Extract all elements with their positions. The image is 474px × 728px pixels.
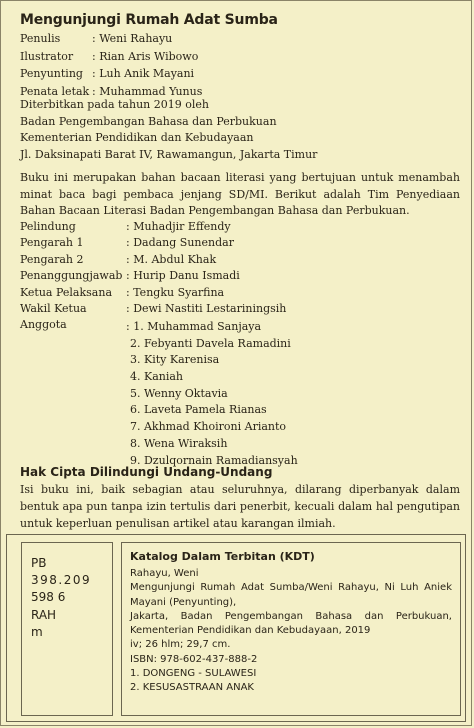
team-name: : Dewi Nastiti Lestariningsih bbox=[126, 301, 287, 315]
publisher-info bbox=[20, 97, 317, 164]
publisher-line: Badan Pengembangan Bahasa dan Perbukuan bbox=[20, 114, 277, 128]
team-role: Anggota bbox=[20, 318, 67, 332]
team-row bbox=[20, 268, 286, 284]
team-role: Wakil Ketua bbox=[20, 301, 87, 315]
credit-row bbox=[20, 48, 202, 66]
credit-name: : Rian Aris Wibowo bbox=[92, 49, 199, 63]
team-list bbox=[20, 219, 286, 334]
catalog-frame bbox=[6, 534, 466, 722]
catalog-line: ISBN: 978-602-437-888-2 bbox=[130, 653, 258, 665]
team-role: Ketua Pelaksana bbox=[20, 285, 112, 299]
team-name: : M. Abdul Khak bbox=[126, 252, 217, 266]
member-prefix: : bbox=[126, 320, 134, 333]
team-name: : Hurip Danu Ismadi bbox=[126, 269, 240, 283]
team-name: : Muhadjir Effendy bbox=[126, 220, 231, 233]
member-item: 2. Febyanti Davela Ramadini bbox=[130, 336, 291, 350]
credit-name: : Luh Anik Mayani bbox=[92, 67, 195, 81]
team-role: Pelindung bbox=[20, 220, 76, 233]
catalog-line: Rahayu, Weni bbox=[130, 568, 199, 579]
credit-role: Penulis bbox=[20, 32, 61, 46]
member-item: 5. Wenny Oktavia bbox=[130, 386, 228, 400]
book-title: Mengunjungi Rumah Adat Sumba bbox=[20, 12, 278, 28]
credit-role: Ilustrator bbox=[20, 49, 74, 63]
team-row bbox=[20, 301, 286, 317]
team-row bbox=[20, 285, 286, 301]
catalog-box bbox=[121, 542, 461, 716]
member-item bbox=[126, 319, 298, 336]
classification-line: RAH bbox=[31, 607, 57, 622]
credit-role: Penata letak bbox=[20, 84, 90, 98]
classification-box bbox=[21, 542, 113, 716]
copyright-heading: Hak Cipta Dilindungi Undang-Undang bbox=[20, 465, 273, 479]
credit-name: : Muhammad Yunus bbox=[92, 84, 203, 98]
member-name: 1. Muhammad Sanjaya bbox=[133, 320, 262, 333]
catalog-line: 1. DONGENG - SULAWESI bbox=[130, 668, 257, 680]
member-item: 6. Laveta Pamela Rianas bbox=[130, 403, 267, 417]
credit-name: : Weni Rahayu bbox=[92, 32, 173, 46]
classification-line: 598 6 bbox=[31, 590, 66, 605]
copyright-notice: Isi buku ini, baik sebagian atau seluruhnya, dilarang diperbanyak dalam bentuk apa pun tanpa izin tertulis dari penerbit, kecuali dalam hal pengutipan untuk keperluan penulisan artikel atau karangan ilmiah. bbox=[20, 483, 460, 530]
team-name: : Tengku Syarfina bbox=[126, 285, 225, 299]
catalog-line: 2. KESUSASTRAAN ANAK bbox=[130, 682, 254, 694]
member-list bbox=[126, 319, 298, 469]
classification-line: m bbox=[31, 624, 43, 639]
catalog-line: Jakarta, Badan Pengembangan Bahasa dan Perbukuan, Kementerian Pendidikan dan Kebudayaan, 2019 bbox=[130, 610, 452, 637]
team-role: Penanggungjawab bbox=[20, 269, 123, 283]
intro-paragraph: Buku ini merupakan bahan bacaan literasi yang bertujuan untuk menambah minat baca bagi pembaca jenjang SD/MI. Berikut adalah Tim Penyediaan Bahan Bacaan Literasi Badan Pengembangan Bahasa dan Perbukuan. bbox=[20, 171, 460, 218]
member-item: 8. Wena Wiraksih bbox=[130, 436, 228, 450]
catalog-title: Katalog Dalam Terbitan (KDT) bbox=[130, 550, 315, 563]
member-item: 3. Kity Karenisa bbox=[130, 353, 220, 367]
credit-role: Penyunting bbox=[20, 67, 83, 81]
team-name: : Dadang Sunendar bbox=[126, 236, 234, 250]
member-item: 7. Akhmad Khoironi Arianto bbox=[130, 420, 287, 434]
credit-row bbox=[20, 65, 202, 83]
classification-line: 398.209 bbox=[31, 573, 92, 588]
credit-row bbox=[20, 30, 202, 48]
team-row bbox=[20, 219, 286, 235]
classification-line: PB bbox=[31, 556, 47, 570]
member-item: 9. Dzulqornain Ramadiansyah bbox=[130, 453, 298, 467]
publisher-line: Kementerian Pendidikan dan Kebudayaan bbox=[20, 131, 254, 145]
member-item: 4. Kaniah bbox=[130, 370, 184, 384]
catalog-line: Mengunjungi Rumah Adat Sumba/Weni Rahayu, Ni Luh Aniek Mayani (Penyunting), bbox=[130, 582, 452, 608]
publisher-line: Jl. Daksinapati Barat IV, Rawamangun, Jakarta Timur bbox=[20, 148, 318, 162]
credits-list bbox=[20, 30, 202, 100]
catalog-line: iv; 26 hlm; 29,7 cm. bbox=[130, 639, 231, 651]
team-row bbox=[20, 252, 286, 268]
team-row bbox=[20, 235, 286, 251]
team-role: Pengarah 2 bbox=[20, 252, 84, 266]
publisher-line: Diterbitkan pada tahun 2019 oleh bbox=[20, 98, 209, 111]
team-role: Pengarah 1 bbox=[20, 236, 84, 250]
